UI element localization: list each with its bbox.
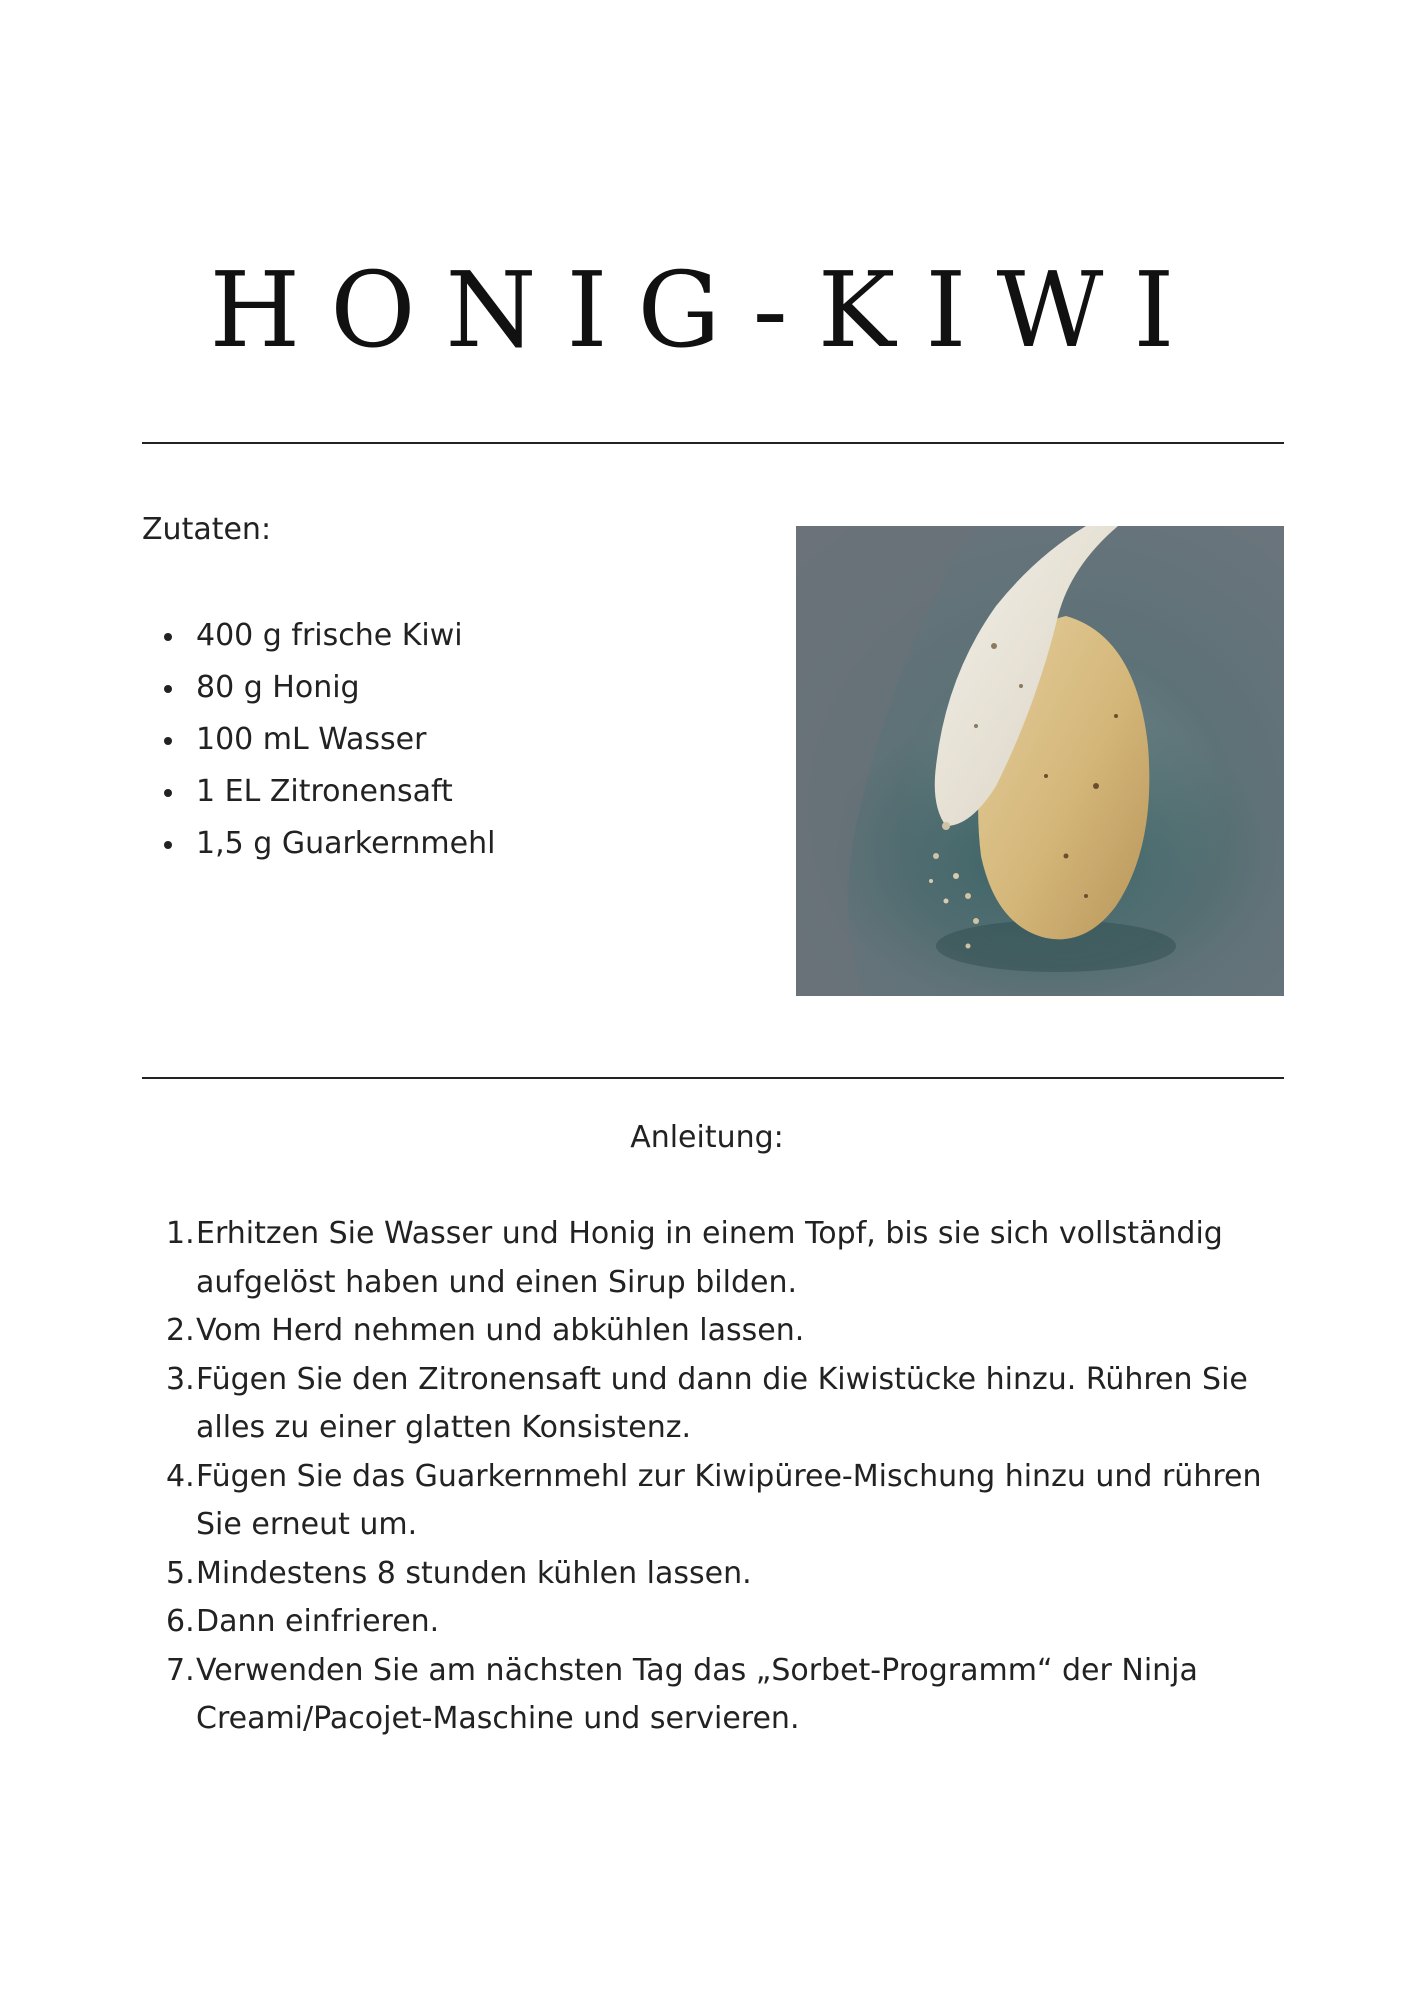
step-text: Verwenden Sie am nächsten Tag das „Sorbet-Programm“ der Ninja Creami/Pacojet-Maschine und servieren. — [196, 1652, 1198, 1736]
step-text: Vom Herd nehmen und abkühlen lassen. — [196, 1313, 805, 1348]
step-text: Mindestens 8 stunden kühlen lassen. — [196, 1555, 752, 1591]
step-text: Fügen Sie den Zitronensaft und dann die Kiwistücke hinzu. Rühren Sie alles zu einer glatten Konsistenz. — [196, 1361, 1248, 1445]
list-item — [142, 1598, 1284, 1647]
page-title: HONIG-KIWI — [209, 248, 1205, 371]
step-number: 4. — [166, 1458, 195, 1494]
step-text: Fügen Sie das Guarkernmehl zur Kiwipüree-Mischung hinzu und rühren Sie erneut um. — [196, 1458, 1262, 1542]
step-text: Dann einfrieren. — [196, 1604, 440, 1639]
sorbet-image — [796, 526, 1284, 996]
step-number: 6. — [166, 1604, 195, 1639]
step-text: Erhitzen Sie Wasser und Honig in einem Topf, bis sie sich vollständig aufgelöst haben und einen Sirup bilden. — [196, 1216, 1223, 1300]
step-number: 1. — [166, 1216, 195, 1251]
list-item — [142, 1356, 1284, 1453]
method-heading: Anleitung: — [630, 1120, 784, 1155]
list-item: 1,5 g Guarkernmehl — [142, 818, 495, 870]
list-item — [142, 1550, 1284, 1599]
list-item: 100 mL Wasser — [142, 714, 495, 766]
divider-middle — [142, 1077, 1284, 1079]
step-number: 5. — [166, 1555, 195, 1591]
list-item — [142, 1453, 1284, 1550]
step-number: 2. — [166, 1313, 195, 1348]
list-item: 80 g Honig — [142, 662, 495, 714]
step-number: 3. — [166, 1361, 195, 1397]
list-item: 400 g frische Kiwi — [142, 610, 495, 662]
list-item — [142, 1307, 1284, 1356]
list-item — [142, 1210, 1284, 1307]
ingredients-list — [142, 610, 495, 870]
dish-photo — [796, 526, 1284, 996]
divider-top — [142, 442, 1284, 444]
ingredients-heading: Zutaten: — [142, 512, 272, 547]
list-item: 1 EL Zitronensaft — [142, 766, 495, 818]
step-number: 7. — [166, 1652, 195, 1688]
list-item — [142, 1647, 1284, 1744]
steps-list — [142, 1210, 1284, 1744]
